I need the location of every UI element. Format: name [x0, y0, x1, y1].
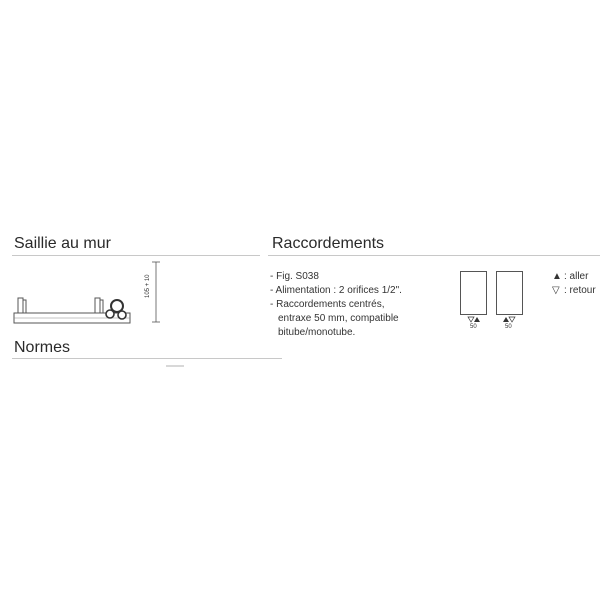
legend-item-aller [552, 270, 596, 284]
list-item: - Fig. S038 [270, 271, 319, 282]
list-item: - Raccordements centrés, [270, 299, 385, 310]
aller-symbol-left [474, 317, 480, 322]
list-item: bitube/monotube. [278, 327, 356, 338]
section-title-normes: Normes [14, 339, 71, 356]
retour-symbol-left [468, 317, 474, 322]
diagram-label-left: 50 [470, 324, 477, 330]
retour-symbol-right [509, 317, 515, 322]
diagram-label-right: 50 [505, 324, 512, 330]
retour-icon: ▽ [552, 285, 560, 296]
legend-label: : retour [564, 285, 596, 296]
aller-icon: ▲ [552, 271, 562, 282]
dimension-label: 105 + 10 [145, 274, 151, 298]
list-item: - Alimentation : 2 orifices 1/2". [270, 285, 402, 296]
legend-label: : aller [564, 271, 589, 282]
flow-legend [552, 270, 596, 298]
section-title-raccordements: Raccordements [272, 235, 385, 252]
aller-symbol-right [503, 317, 509, 322]
list-item: entraxe 50 mm, compatible [278, 313, 399, 324]
legend-item-retour [552, 284, 596, 298]
section-title-saillie: Saillie au mur [14, 235, 111, 252]
